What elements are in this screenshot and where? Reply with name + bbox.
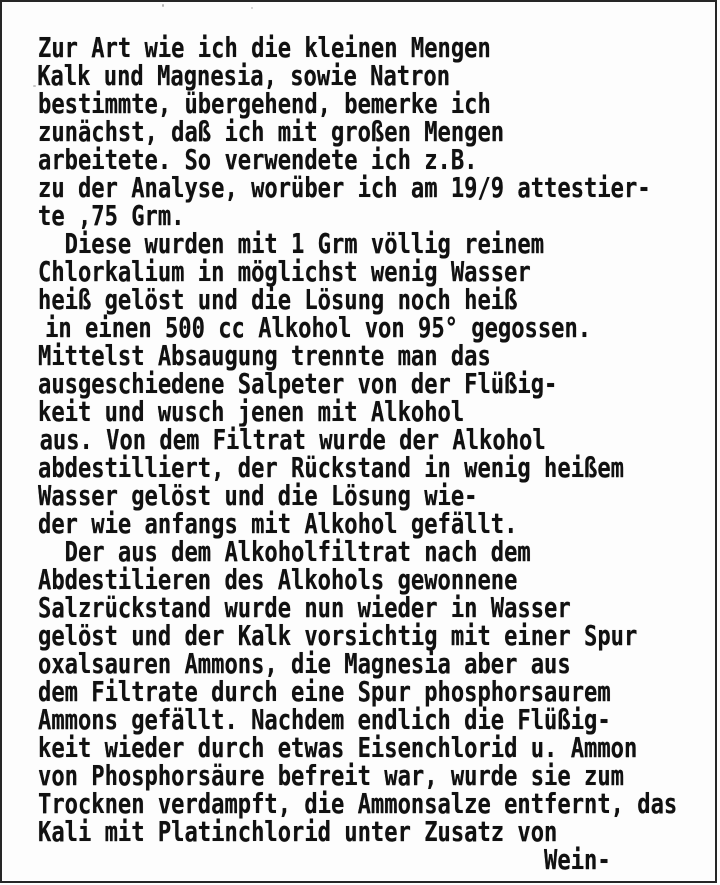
text-line: Ammons gefällt. Nachdem endlich die Flüßig- [38,703,611,736]
text-line: zunächst, daß ich mit großen Mengen [38,115,505,148]
text-line: Wasser gelöst und die Lösung wie- [38,479,478,512]
text-line: heiß gelöst und die Lösung noch heiß [38,283,518,316]
text-line: ausgeschiedene Salpeter von der Flüßig- [38,367,558,400]
scan-speckle [251,7,253,9]
text-line: keit und wusch jenen mit Alkohol [38,395,465,428]
scan-speckle [162,4,164,7]
text-line: arbeitete. So verwendete ich z.B. [38,143,478,176]
text-line: von Phosphorsäure befreit war, wurde sie zum [38,759,624,792]
text-line: te ,75 Grm. [38,199,185,232]
text-line: Salzrückstand wurde nun wieder in Wasser [38,591,571,624]
text-line: in einen 500 cc Alkohol von 95° gegossen. [45,311,592,344]
text-line: Chlorkalium in möglichst wenig Wasser [38,255,531,288]
text-line: dem Filtrate durch eine Spur phosphorsaurem [38,675,611,708]
text-line: Zur Art wie ich die kleinen Mengen [38,31,491,64]
text-line: keit wieder durch etwas Eisenchlorid u. Ammon [38,731,638,764]
text-line: zu der Analyse, worüber ich am 19/9 attestier- [38,171,651,204]
text-line: aus. Von dem Filtrat wurde der Alkohol [39,423,546,456]
text-line: Der aus dem Alkoholfiltrat nach dem [38,535,531,568]
typewritten-text [37,31,720,876]
text-line: oxalsauren Ammons, die Magnesia aber aus [38,647,571,680]
text-line: Kalk und Magnesia, sowie Natron [37,59,451,92]
text-line: gelöst und der Kalk vorsichtig mit einer Spur [38,619,638,652]
text-line: der wie anfangs mit Alkohol gefällt. [38,507,518,540]
text-line: Trocknen verdampft, die Ammonsalze entfernt, das [38,787,678,820]
text-line: Mittelst Absaugung trennte man das [38,339,491,372]
text-line: bestimmte, übergehend, bemerke ich [38,87,491,120]
scan-speckle [33,85,36,87]
text-line: Abdestilieren des Alkohols gewonnene [38,563,518,596]
text-line: Diese wurden mit 1 Grm völlig reinem [38,227,545,260]
text-line: abdestilliert, der Rückstand in wenig heißem [38,451,624,484]
text-line: Kali mit Platinchlorid unter Zusatz von [38,815,558,848]
text-line: Wein- [38,843,611,876]
